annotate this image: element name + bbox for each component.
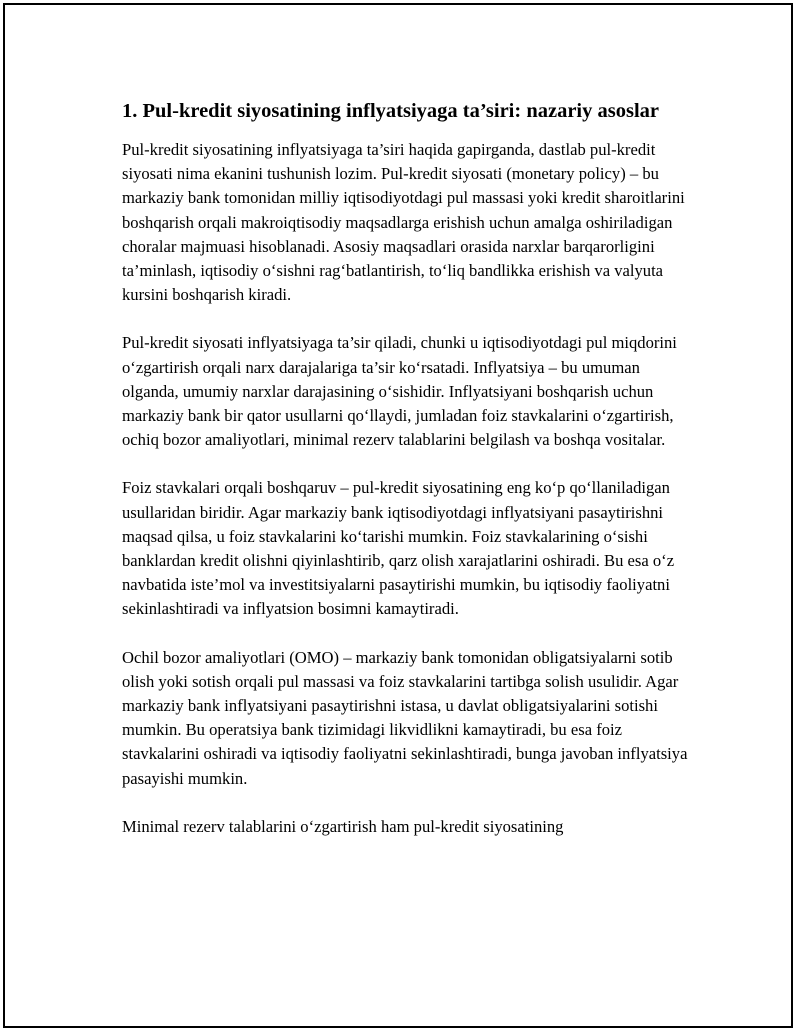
paragraph-interest-rates: Foiz stavkalari orqali boshqaruv – pul-kredit siyosatining eng ko‘p qo‘llaniladigan usullaridan biridir. Agar markaziy bank iqtisodiyotdagi inflyatsiyani pasaytirishni maqsad qilsa, u foiz stavkalarini ko‘tarishi mumkin. Foiz stavkalarining o‘sishi banklardan kredit olishni qiyinlashtirib, qarz olish xarajatlarini oshiradi. Bu esa o‘z navbatida iste’mol va investitsiyalarni pasaytirishi mumkin, bu iqtisodiy faoliyatni sekinlashtiradi va inflyatsion bosimni kamaytiradi. xyxy=(122,478,675,619)
paragraph-open-market-operations: Ochil bozor amaliyotlari (OMO) – markaziy bank tomonidan obligatsiyalarni sotib olish yoki sotish orqali pul massasi va foiz stavkalarini tartibga solish usulidir. Agar markaziy bank inflyatsiyani pasaytirishni istasa, u davlat obligatsiyalarini sotishi mumkin. Bu operatsiya bank tizimidagi likvidlikni kamaytiradi, bu esa foiz stavkalarini oshiradi va iqtisodiy faoliyatni sekinlashtiradi, bunga javoban inflyatsiya pasayishi mumkin. xyxy=(122,647,688,788)
document-body xyxy=(122,98,697,863)
section-heading: 1. Pul-kredit siyosatining inflyatsiyaga ta’siri: nazariy asoslar xyxy=(122,100,659,122)
paragraph-inflation-impact: Pul-kredit siyosati inflyatsiyaga ta’sir qiladi, chunki u iqtisodiyotdagi pul miqdorini o‘zgartirish orqali narx darajalariga ta’sir ko‘rsatadi. Inflyatsiya – bu umuman olganda, umumiy narxlar darajasining o‘sishidir. Inflyatsiyani boshqarish uchun markaziy bank bir qator usullarni qo‘llaydi, jumladan foiz stavkalarini o‘zgartirish, ochiq bozor amaliyotlari, minimal rezerv talablarini belgilash va boshqa vositalar. xyxy=(122,333,677,450)
paragraph-monetary-policy-definition: Pul-kredit siyosatining inflyatsiyaga ta’siri haqida gapirganda, dastlab pul-kredit siyosati nima ekanini tushunish lozim. Pul-kredit siyosati (monetary policy) – bu markaziy bank tomonidan milliy iqtisodiyotdagi pul massasi yoki kredit sharoitlarini boshqarish orqali makroiqtisodiy maqsadlarga erishish uchun amalga oshiriladigan choralar majmuasi hisoblanadi. Asosiy maqsadlari orasida narxlar barqarorligini ta’minlash, iqtisodiy o‘sishni rag‘batlantirish, to‘liq bandlikka erishish va valyuta kursini boshqarish kiradi. xyxy=(122,140,685,305)
document-page xyxy=(3,3,793,1028)
paragraph-reserve-requirements: Minimal rezerv talablarini o‘zgartirish ham pul-kredit siyosatining xyxy=(122,816,564,836)
